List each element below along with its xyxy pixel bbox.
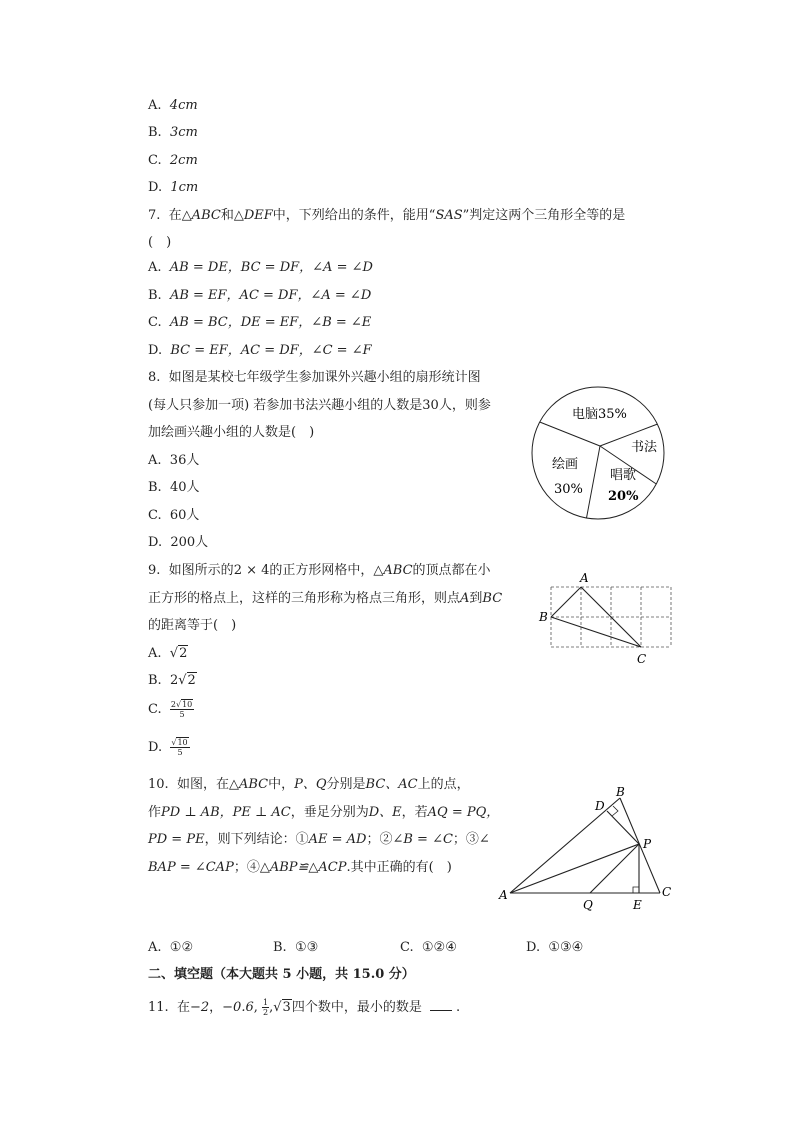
q10-stem-line4: BAP = ∠CAP；④△ABP≌△ACP.其中正确的有( ): [148, 860, 452, 875]
q8-stem-line3: 加绘画兴趣小组的人数是( ): [148, 425, 315, 440]
q10-label-b: B: [616, 785, 625, 799]
q7-option-c: C. AB = BC，DE = EF，∠B = ∠E: [148, 315, 372, 330]
q10-option-c: C. ①②④: [400, 940, 457, 955]
q8-stem-line1: 8. 如图是某校七年级学生参加课外兴趣小组的扇形统计图: [148, 370, 481, 385]
q10-label-d: D: [595, 799, 605, 813]
q10-stem-line1: 10. 如图，在△ABC中，P、Q分别是BC、AC上的点，: [148, 777, 470, 792]
q9-option-d: D. $\frac{√10}{5}$: [148, 738, 188, 757]
q8-stem-line2: (每人只参加一项) 若参加书法兴趣小组的人数是30人，则参: [148, 398, 491, 413]
triangle-abc-lines: [510, 798, 660, 893]
q7-option-a: A. AB = DE，BC = DF，∠A = ∠D: [148, 260, 373, 275]
q9-stem-line1: 9. 如图所示的2 × 4的正方形网格中，△ABC的顶点都在小: [148, 563, 491, 578]
q9-option-c: C. $\frac{2√10}{5}$: [148, 700, 193, 719]
q9-option-b: B. 2√2: [148, 673, 196, 688]
q9-label-b: B: [539, 610, 548, 624]
q6-option-b: B. 3cm: [148, 125, 198, 140]
q9-stem-line3: 的距离等于( ): [148, 618, 237, 633]
pie-label-singing-pct: 20%: [608, 489, 639, 504]
q10-label-p: P: [643, 837, 652, 851]
q8-option-a: A. 36人: [148, 453, 200, 468]
pie-label-computer: 电脑35%: [572, 407, 627, 422]
q6-option-d: D. 1cm: [148, 180, 199, 195]
q7-option-d: D. BC = EF，AC = DF，∠C = ∠F: [148, 343, 372, 358]
q11-stem: 11. 在−2，−0.6, $\frac{1}{2}$ ,√3四个数中，最小的数是 .: [148, 998, 461, 1017]
q9-grid-figure: [535, 568, 680, 668]
q8-option-b: B. 40人: [148, 480, 200, 495]
q10-label-q: Q: [583, 898, 593, 912]
q9-label-a: A: [580, 571, 589, 585]
q8-option-c: C. 60人: [148, 508, 200, 523]
q10-option-d: D. ①③④: [526, 940, 584, 955]
pie-slice-boundary-4: [587, 446, 601, 518]
pie-label-singing-name: 唱歌: [610, 468, 637, 483]
q10-option-a: A. ①②: [148, 940, 194, 955]
q10-option-b: B. ①③: [273, 940, 319, 955]
q10-label-c: C: [662, 885, 672, 899]
q6-option-a: A. 4cm: [148, 98, 198, 113]
q6-option-c: C. 2cm: [148, 153, 198, 168]
q9-stem-line2: 正方形的格点上，这样的三角形称为格点三角形，则点A到BC: [148, 591, 503, 606]
q10-triangle-figure: [495, 783, 680, 913]
answer-blank[interactable]: [430, 996, 452, 1011]
q10-label-a: A: [499, 888, 508, 902]
q7-stem-line1: 7. 在△ABC和△DEF中，下列给出的条件，能用“SAS”判定这两个三角形全等的是: [148, 208, 626, 223]
pie-slice-boundary-1: [540, 422, 600, 446]
q10-stem-line3: PD = PE，则下列结论：①AE = AD；②∠B = ∠C；③∠: [148, 832, 490, 847]
q9-option-a: A. √2: [148, 646, 188, 661]
q10-label-e: E: [633, 898, 642, 912]
pie-label-painting-pct: 30%: [554, 482, 583, 497]
pie-label-calligraphy: 书法: [631, 440, 658, 455]
section-title: 二、填空题（本大题共 5 小题，共 15.0 分）: [148, 967, 415, 982]
q9-label-c: C: [637, 652, 647, 666]
q10-stem-line2: 作PD ⊥ AB，PE ⊥ AC，垂足分别为D、E，若AQ = PQ，: [148, 805, 500, 820]
pie-label-painting-name: 绘画: [552, 457, 579, 472]
q7-stem-line2: ( ): [148, 235, 172, 250]
q7-option-b: B. AB = EF，AC = DF，∠A = ∠D: [148, 288, 372, 303]
q8-option-d: D. 200人: [148, 535, 209, 550]
pie-chart: [530, 385, 666, 521]
